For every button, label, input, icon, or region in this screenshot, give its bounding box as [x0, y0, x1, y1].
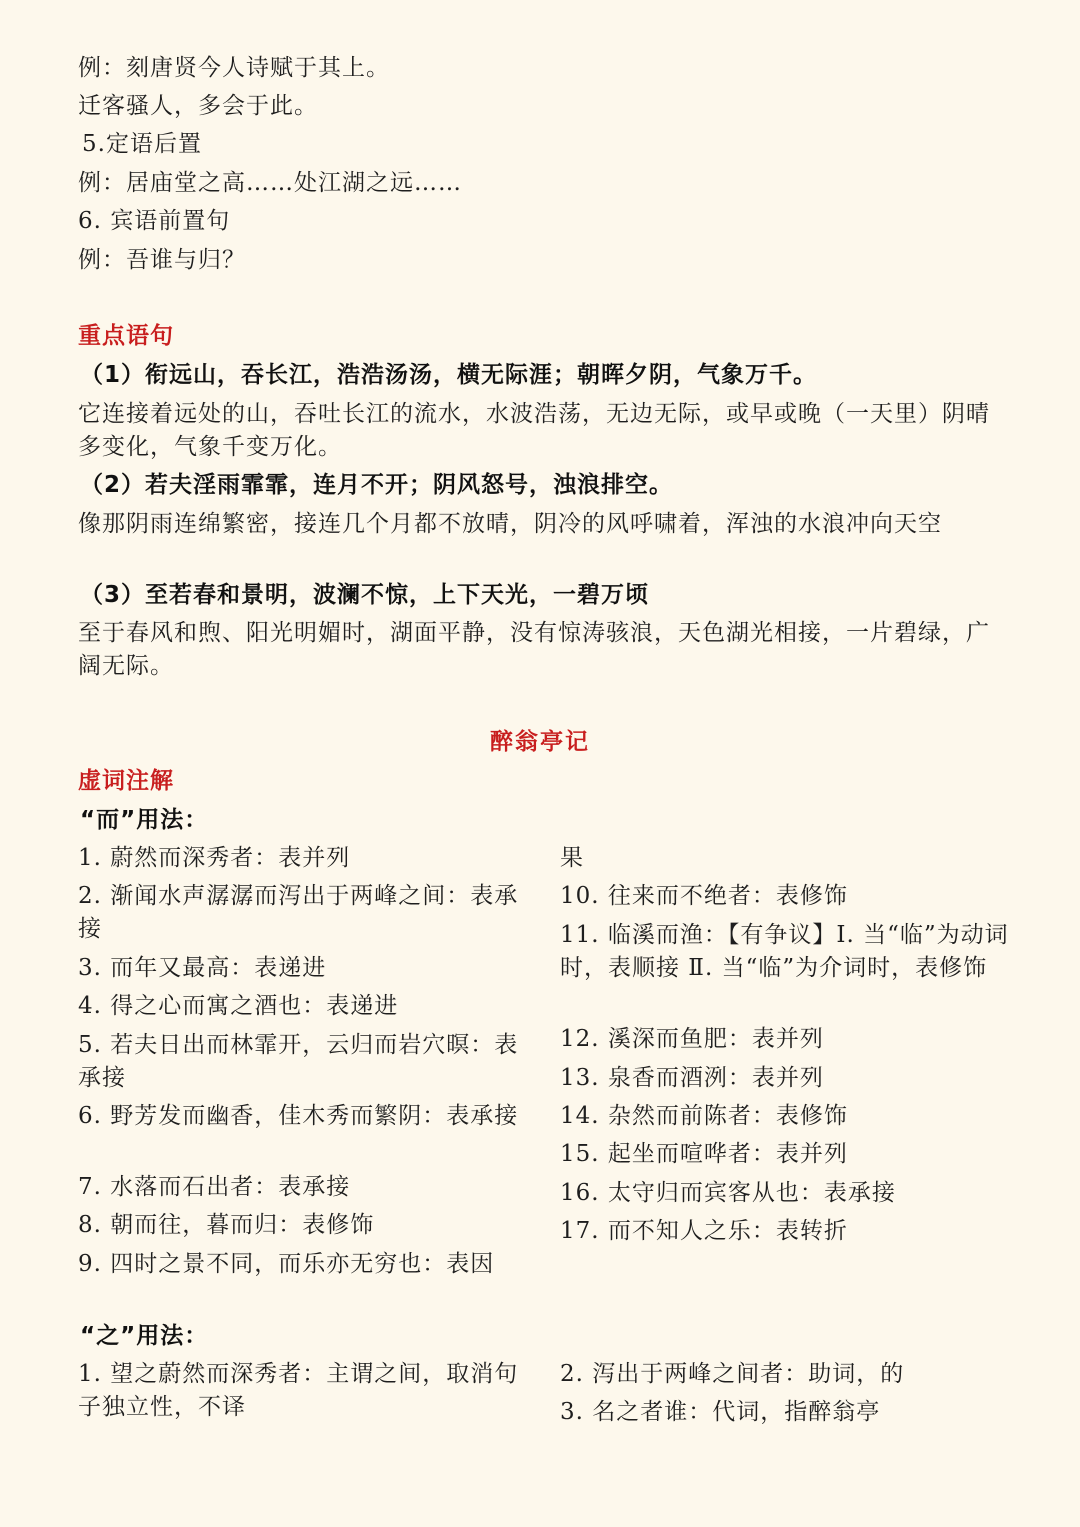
example-line: 迁客骚人，多会于此。: [78, 93, 318, 119]
list-item: 2. 渐闻水声潺潺而泻出于两峰之间：表承接: [78, 883, 519, 942]
list-item: 1. 望之蔚然而深秀者：主谓之间，取消句子独立性，不译: [78, 1361, 519, 1420]
grammar-point: 6. 宾语前置句: [78, 208, 231, 234]
list-item: 12. 溪深而鱼肥：表并列: [560, 1026, 824, 1052]
list-item: 5. 若夫日出而林霏开，云归而岩穴暝：表承接: [78, 1032, 519, 1091]
key-sentence-3: （3）至若春和景明，波澜不惊，上下天光，一碧万顷: [80, 582, 650, 608]
key-sentence-2: （2）若夫淫雨霏霏，连月不开；阴风怒号，浊浪排空。: [80, 472, 674, 498]
translation-2: 像那阴雨连绵繁密，接连几个月都不放晴，阴冷的风呼啸着，浑浊的水浪冲向天空: [78, 511, 942, 537]
er-usage-label: “而”用法：: [80, 807, 209, 833]
list-item: 17. 而不知人之乐：表转折: [560, 1218, 848, 1244]
list-item: 15. 起坐而喧哗者：表并列: [560, 1141, 848, 1167]
key-sentence-1: （1）衔远山，吞长江，浩浩汤汤，横无际涯；朝晖夕阴，气象万千。: [80, 362, 818, 388]
list-item: 13. 泉香而酒洌：表并列: [560, 1065, 824, 1091]
list-item: 8. 朝而往，暮而归：表修饰: [78, 1212, 375, 1238]
list-item: 16. 太守归而宾客从也：表承接: [560, 1180, 896, 1206]
list-item: 3. 而年又最高：表递进: [78, 955, 327, 981]
list-item: 11. 临溪而渔：【有争议】Ⅰ. 当“临”为动词时，表顺接 Ⅱ. 当“临”为介词时，表修饰: [560, 922, 1009, 981]
list-item: 果: [560, 845, 584, 871]
list-item: 6. 野芳发而幽香，佳木秀而繁阴：表承接: [78, 1103, 519, 1129]
list-item: 14. 杂然而前陈者：表修饰: [560, 1103, 848, 1129]
translation-3: 至于春风和煦、阳光明媚时，湖面平静，没有惊涛骇浪，天色湖光相接，一片碧绿，广阔无际。: [78, 620, 990, 679]
translation-1: 它连接着远处的山，吞吐长江的流水，水波浩荡，无边无际，或早或晚（一天里）阴晴多变化，气象千变万化。: [78, 401, 990, 460]
grammar-point: 5.定语后置: [82, 131, 202, 157]
zhi-usage-label: “之”用法：: [80, 1323, 209, 1349]
list-item: 4. 得之心而寓之酒也：表递进: [78, 993, 399, 1019]
list-item: 7. 水落而石出者：表承接: [78, 1174, 351, 1200]
example-line: 例：居庙堂之高……处江湖之远……: [78, 170, 462, 196]
example-line: 例：吾谁与归？: [78, 247, 246, 273]
key-sentences-heading: 重点语句: [78, 323, 174, 349]
section-title: 醉翁亭记: [490, 729, 590, 755]
function-words-heading: 虚词注解: [78, 768, 174, 794]
example-line: 例：刻唐贤今人诗赋于其上。: [78, 55, 390, 81]
list-item: 3. 名之者谁：代词，指醉翁亭: [560, 1399, 881, 1425]
list-item: 1. 蔚然而深秀者：表并列: [78, 845, 351, 871]
list-item: 9. 四时之景不同，而乐亦无穷也：表因: [78, 1251, 495, 1277]
list-item: 2. 泻出于两峰之间者：助词，的: [560, 1361, 905, 1387]
list-item: 10. 往来而不绝者：表修饰: [560, 883, 848, 909]
